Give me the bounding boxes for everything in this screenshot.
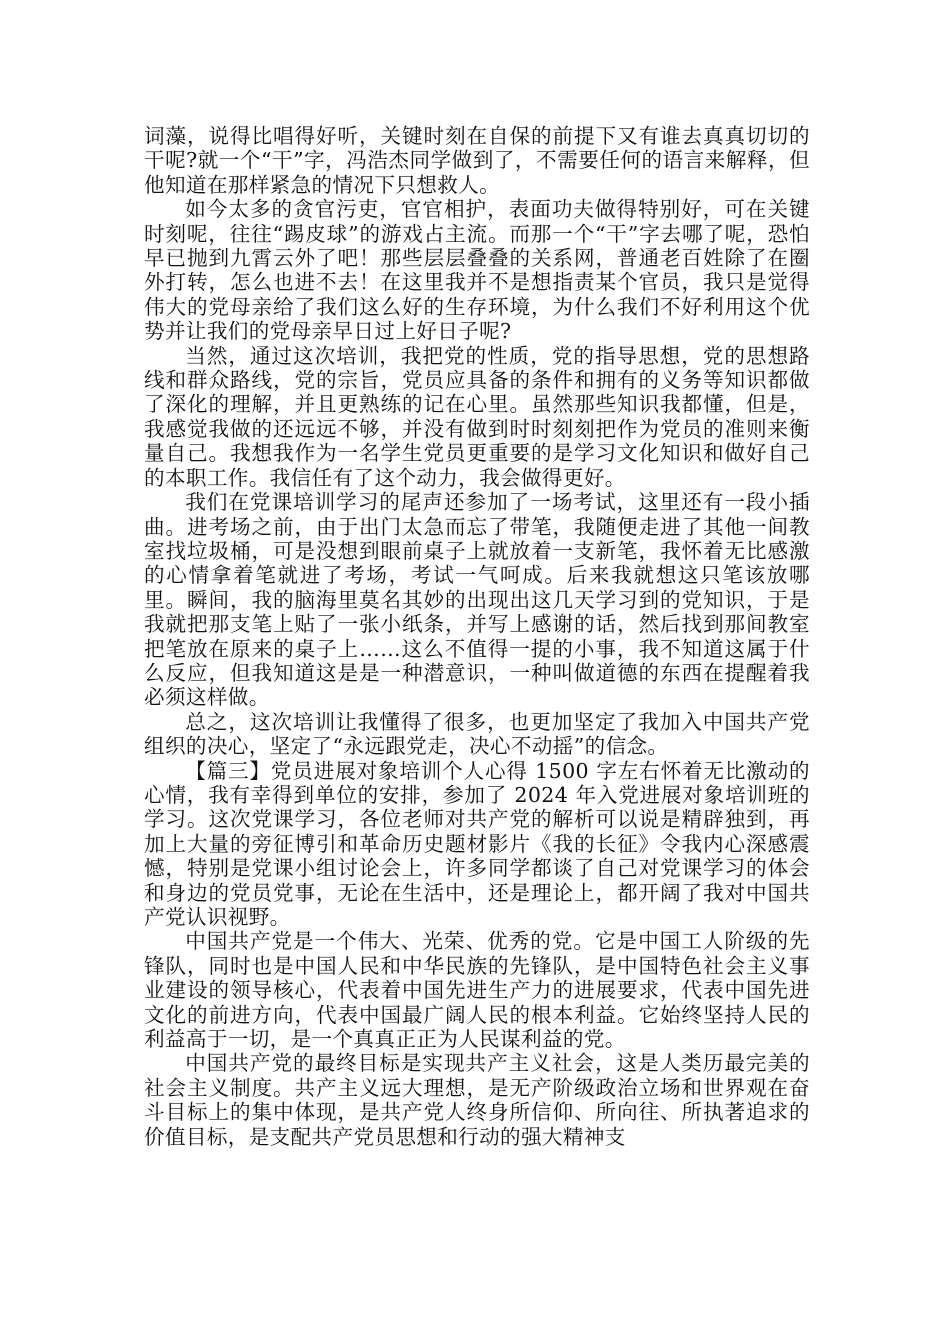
document-body — [144, 124, 810, 1149]
paragraph-8: 中国共产党的最终目标是实现共产主义社会，这是人类历最完美的社会主义制度。共产主义远大理想，是无产阶级政治立场和世界观在奋斗目标上的集中体现，是共产党人终身所信仰、所向往、所执著追求的价值目标，是支配共产党员思想和行动的强大精神支 — [144, 1051, 810, 1149]
paragraph-4: 我们在党课培训学习的尾声还参加了一场考试，这里还有一段小插曲。进考场之前，由于出门太急而忘了带笔，我随便走进了其他一间教室找垃圾桶，可是没想到眼前桌子上就放着一支新笔，我怀着无比感激的心情拿着笔就进了考场，考试一气呵成。后来我就想这只笔该放哪里。瞬间，我的脑海里莫名其妙的出现出这几天学习到的党知识，于是我就把那支笔上贴了一张小纸条，并写上感谢的话，然后找到那间教室把笔放在原来的桌子上……这么不值得一提的小事，我不知道这属于什么反应，但我知道这是是一种潜意识，一种叫做道德的东西在提醒着我必须这样做。 — [144, 490, 810, 710]
paragraph-1: 词藻，说得比唱得好听，关键时刻在自保的前提下又有谁去真真切切的干呢?就一个“干”字，冯浩杰同学做到了，不需要任何的语言来解释，但他知道在那样紧急的情况下只想救人。 — [144, 124, 810, 197]
paragraph-2: 如今太多的贪官污吏，官官相护，表面功夫做得特别好，可在关键时刻呢，往往“踢皮球”的游戏占主流。而那一个“干”字去哪了呢，恐怕早已抛到九霄云外了吧！那些层层叠叠的关系网，普通老百姓除了在圈外打转，怎么也进不去！在这里我并不是想指责某个官员，我只是觉得伟大的党母亲给了我们这么好的生存环境，为什么我们不好利用这个优势并让我们的党母亲早日过上好日子呢? — [144, 197, 810, 344]
paragraph-3: 当然，通过这次培训，我把党的性质，党的指导思想，党的思想路线和群众路线，党的宗旨，党员应具备的条件和拥有的义务等知识都做了深化的理解，并且更熟练的记在心里。虽然那些知识我都懂，但是，我感觉我做的还远远不够，并没有做到时时刻刻把作为党员的准则来衡量自己。我想我作为一名学生党员更重要的是学习文化知识和做好自己的本职工作。我信任有了这个动力，我会做得更好。 — [144, 343, 810, 490]
paragraph-5: 总之，这次培训让我懂得了很多，也更加坚定了我加入中国共产党组织的决心，坚定了“永远跟党走，决心不动摇”的信念。 — [144, 709, 810, 759]
paragraph-7: 中国共产党是一个伟大、光荣、优秀的党。它是中国工人阶级的先锋队，同时也是中国人民和中华民族的先锋队，是中国特色社会主义事业建设的领导核心，代表着中国先进生产力的进展要求，代表中国先进文化的前进方向，代表中国最广阔人民的根本利益。它始终坚持人民的利益高于一切，是一个真真正正为人民谋利益的党。 — [144, 929, 810, 1052]
paragraph-6-section-three: 【篇三】党员进展对象培训个人心得 1500 字左右怀着无比激动的心情，我有幸得到单位的安排，参加了 2024 年入党进展对象培训班的学习。这次党课学习，各位老师对共产党的解析可以说是精辟独到，再加上大量的旁征博引和革命历史题材影片《我的长征》令我内心深感震憾，特别是党课小组讨论会上，许多同学都谈了自己对党课学习的体会和身边的党员党事，无论在生活中，还是理论上，都开阔了我对中国共产党认识视野。 — [144, 758, 810, 929]
